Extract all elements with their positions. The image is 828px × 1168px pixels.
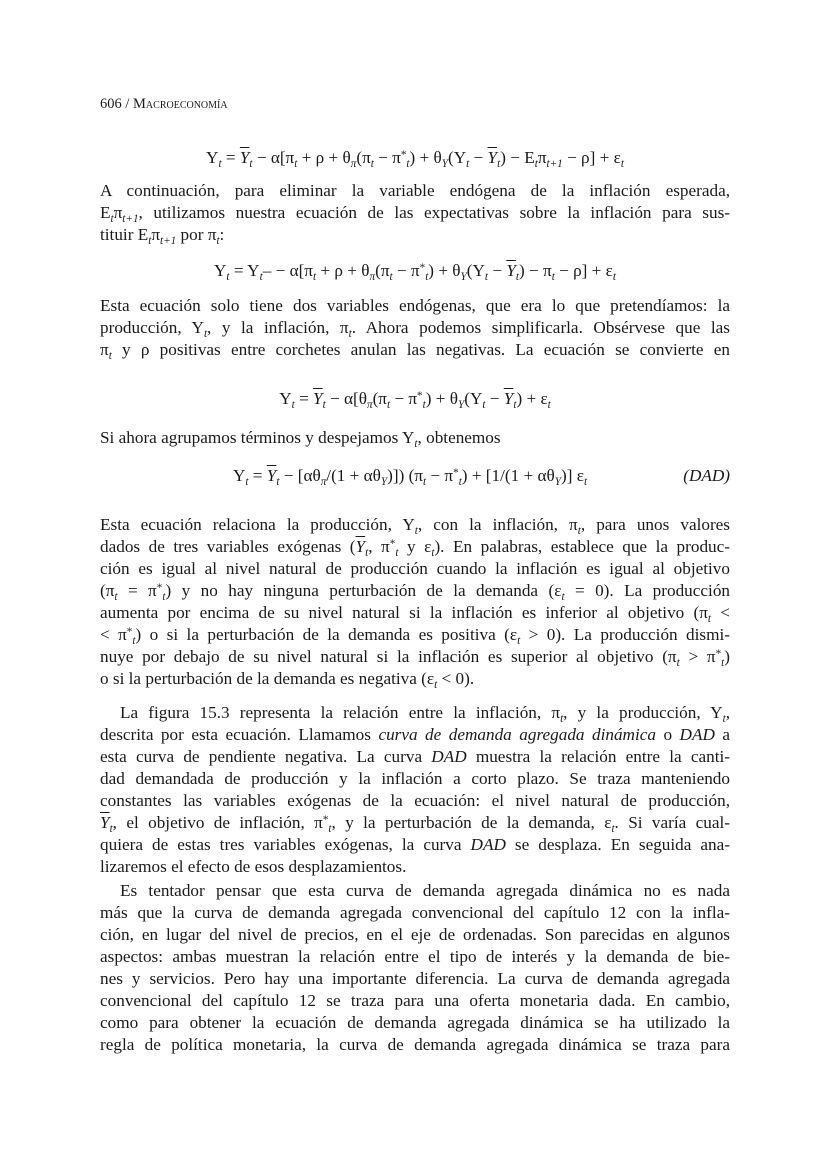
text-line: constantes las variables exógenas de la ecuación: el nivel natural de producción, — [100, 791, 730, 810]
text-line: aumenta por encima de su nivel natural si la inflación es inferior al objetivo ($\pi_t$ < — [100, 603, 730, 625]
text-line: nes y servicios. Pero hay una importante diferencia. La curva de demanda agregada — [100, 969, 730, 988]
text-line: dados de tres variables exógenas ($\overline{Y}_t$, $\pi^*_t$ y $\varepsilon_t$). En palabras, establece que la produc- — [100, 537, 730, 559]
text-line: La figura 15.3 representa la relación entre la inflación, $\pi_t$, y la producción, $Y_t$, — [120, 703, 730, 725]
text-line: convencional del capítulo 12 se traza para una oferta monetaria dada. En cambio, — [100, 991, 730, 1010]
text-line: dad demandada de producción y la inflación a corto plazo. Se traza manteniendo — [100, 769, 730, 788]
text-line: Si ahora agrupamos términos y despejamos $Y_t$, obtenemos — [100, 428, 501, 450]
equation-3: $Y_t = \overline{Y}_t - \alpha[\theta_\pi(\pi_t - \pi^*_t) + \theta_Y(Y_t - \overline{Y}_t) + \varepsilon_t$ — [279, 389, 551, 411]
text-line: quiera de estas tres variables exógenas, la curva DAD se desplaza. En seguida ana- — [100, 835, 731, 854]
text-line: como para obtener la ecuación de demanda agregada dinámica se ha utilizado la — [100, 1013, 730, 1032]
text-line: aspectos: ambas muestran la relación entre el tipo de interés y la demanda de bie- — [100, 947, 730, 966]
text-line: regla de política monetaria, la curva de demanda agregada dinámica se traza para — [100, 1035, 730, 1054]
text-line: esta curva de pendiente negativa. La curva DAD muestra la relación entre la canti- — [100, 747, 730, 766]
text-line: producción, $Y_t$, y la inflación, $\pi_t$. Ahora podemos simplificarla. Obsérvese que las — [100, 318, 730, 340]
text-line: ción es igual al nivel natural de producción cuando la inflación es igual al objetivo — [100, 559, 730, 578]
text-line: nuye por debajo de su nivel natural si la inflación es superior al objetivo $(\pi_t > \pi^*_t)$ — [100, 647, 730, 669]
text-line: Es tentador pensar que esta curva de demanda agregada dinámica no es nada — [120, 881, 730, 900]
text-line: $(\pi_t = \pi^*_t)$ y no hay ninguna perturbación de la demanda $(\varepsilon_t = 0)$. La producción — [100, 581, 731, 603]
equation-2: $Y_t = Y_t- - \alpha[\pi_t + \rho + \theta_\pi(\pi_t - \pi^*_t) + \theta_Y(Y_t - \overline{Y}_t) - \pi_t - \rho] + \varepsilon_t$ — [214, 261, 616, 283]
text-line: lizaremos el efecto de esos desplazamientos. — [100, 857, 407, 876]
text-line: $E_t\pi_{t+1}$, utilizamos nuestra ecuación de las expectativas sobre la inflación para sus- — [100, 203, 730, 225]
text-line: más que la curva de demanda agregada convencional del capítulo 12 con la infla- — [100, 903, 730, 922]
text-line: tituir $E_t\pi_{t+1}$ por $\pi_t$: — [100, 225, 225, 247]
running-title: Macroeconomía — [133, 96, 228, 112]
equation-tag: (DAD) — [683, 466, 730, 485]
text-line: descrita por esta ecuación. Llamamos curva de demanda agregada dinámica o DAD a — [100, 725, 730, 744]
running-header — [100, 96, 228, 113]
equation-dad: $Y_t = \overline{Y}_t - [\alpha\theta_\pi/(1 + \alpha\theta_Y)]$) $(\pi_t - \pi^*_t) + [1/(1 + \alpha\theta_Y)]$ $\varepsilon_t$ — [232, 466, 588, 488]
text-line: < $\pi^*_t$) o si la perturbación de la demanda es positiva $(\varepsilon_t > 0)$. La producción dismi- — [100, 625, 730, 647]
header-separator: / — [121, 96, 134, 112]
text-line: ción, en lugar del nivel de precios, en el eje de ordenadas. Son parecidas en algunos — [100, 925, 730, 944]
text-line: Esta ecuación relaciona la producción, $Y_t$, con la inflación, $\pi_t$, para unos valores — [100, 515, 730, 537]
equation-1: $Y_t = \overline{Y}_t - \alpha[\pi_t + \rho + \theta_\pi(\pi_t - \pi^*_t) + \theta_Y(Y_t - \overline{Y}_t) - E_t\pi_{t+1} - \rho] + \varepsilon_t$ — [206, 148, 624, 170]
text-line: $\overline{Y}_t$, el objetivo de inflación, $\pi^*_t$, y la perturbación de la demanda, $\varepsilon_t$. Si varía cual- — [100, 813, 730, 835]
page-number: 606 — [100, 96, 122, 112]
text-line: o si la perturbación de la demanda es negativa $(\varepsilon_t < 0)$. — [100, 669, 475, 691]
text-line: $\pi_t$ y ρ positivas entre corchetes anulan las negativas. La ecuación se convierte en — [100, 340, 730, 362]
text-line: A continuación, para eliminar la variable endógena de la inflación esperada, — [100, 181, 730, 200]
text-line: Esta ecuación solo tiene dos variables endógenas, que era lo que pretendíamos: la — [100, 296, 730, 315]
